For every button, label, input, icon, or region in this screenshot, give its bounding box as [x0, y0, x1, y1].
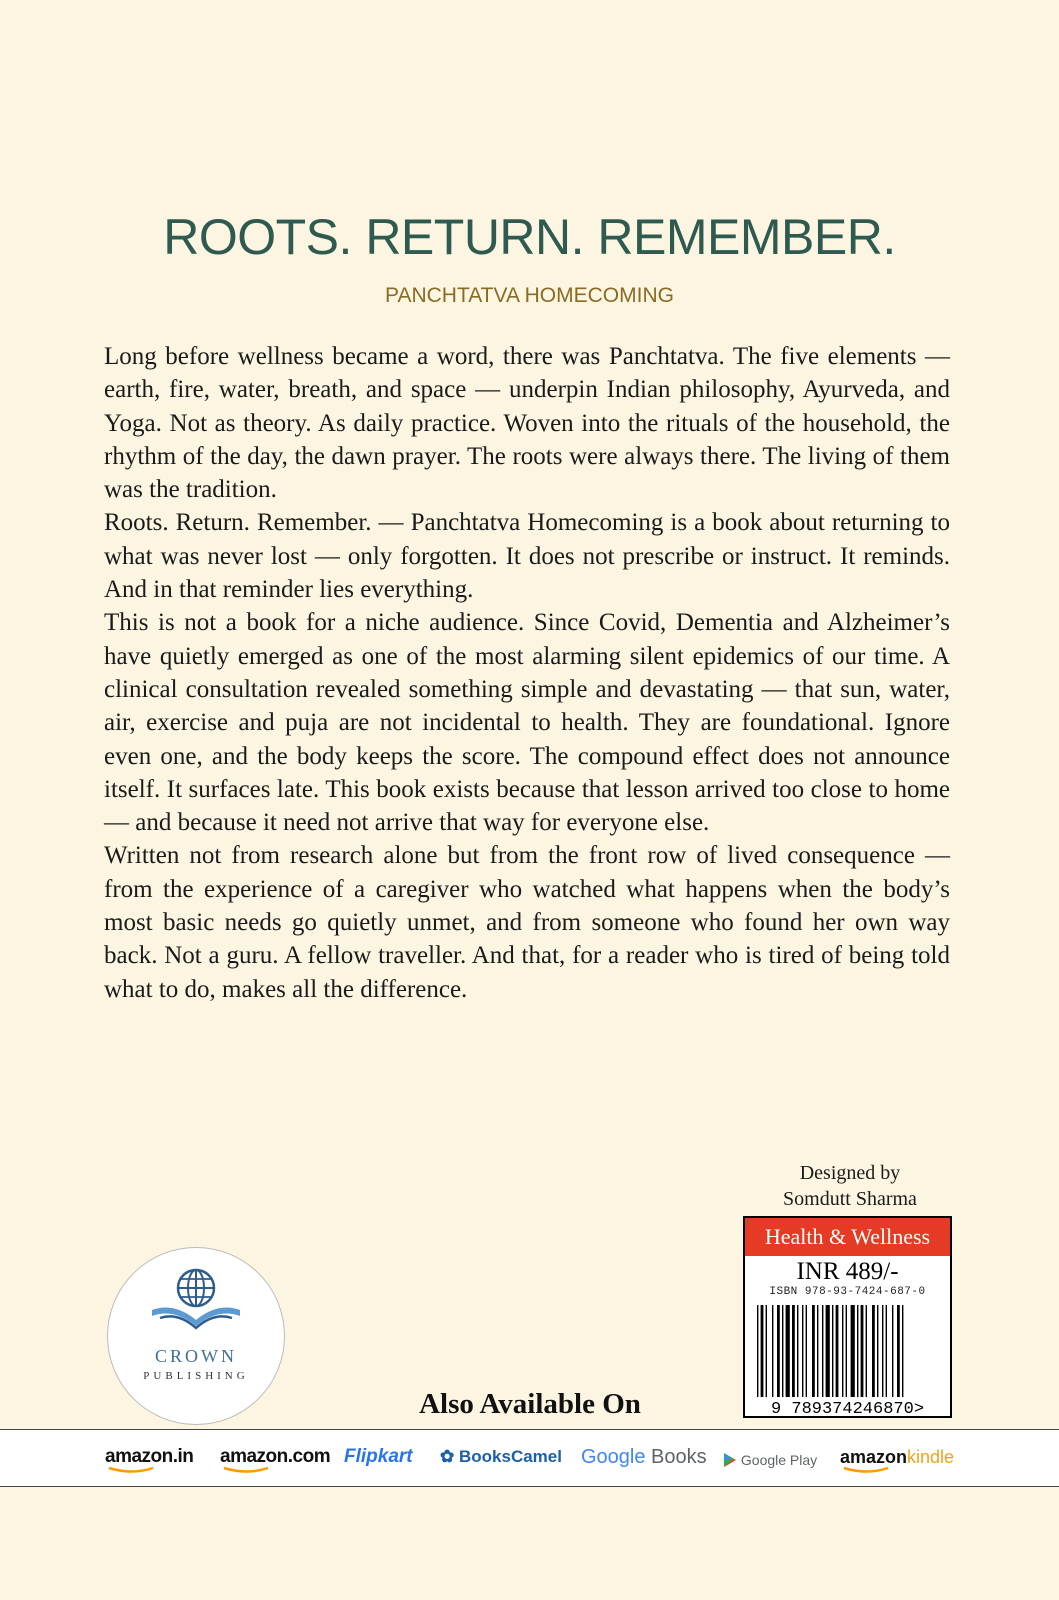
- ean-first-digit: 9: [770, 1400, 782, 1419]
- ean-left-group: 789374: [791, 1400, 853, 1419]
- globe-book-icon: [108, 1248, 284, 1348]
- blurb-paragraph: This is not a book for a niche audience. Since Covid, Dementia and Alzheimer’s have quietly emerged as one of the most alarming silent epidemics of our time. A clinical consultation revealed something simple and devastating — that sun, water, air, exercise and puja are not incidental to health. They are foundational. Ignore even one, and the body keeps the score. The compound effect does not announce itself. It surfaces late. This book exists because that lesson arrived too close to home — and because it need not arrive that way for everyone else.: [104, 609, 950, 837]
- isbn-text: ISBN 978-93-7424-687-0: [769, 1286, 926, 1298]
- publisher-name: CROWN: [155, 1346, 237, 1366]
- barcode-icon: [753, 1301, 943, 1401]
- bookscamel-logo: [440, 1444, 562, 1470]
- also-available-heading: Also Available On: [419, 1388, 641, 1420]
- designer-credit: [740, 1160, 960, 1212]
- amazon-in-text: amazon.in: [105, 1446, 194, 1467]
- amazon-in-logo: [105, 1444, 193, 1470]
- amazon-kindle-logo: [840, 1444, 954, 1470]
- blurb-paragraph: Roots. Return. Remember. — Panchtatva Homecoming is a book about returning to what was never lost — only forgotten. It does not prescribe or instruct. It reminds. And in that reminder lies everything.: [104, 509, 950, 604]
- amazon-smile-icon: [222, 1466, 272, 1474]
- kindle-text: kindle: [907, 1447, 955, 1467]
- ean-digits: [745, 1401, 950, 1419]
- designed-by-label: Designed by: [799, 1162, 901, 1184]
- publisher-logo: [107, 1247, 285, 1425]
- publisher-subname: PUBLISHING: [143, 1370, 249, 1382]
- bookscamel-icon: ✿: [440, 1447, 455, 1466]
- google-wordmark: Google: [581, 1446, 646, 1468]
- ean-arrow: >: [913, 1400, 925, 1419]
- store-logos-strip: [0, 1429, 1059, 1487]
- kindle-amazon-text: amazon: [840, 1447, 908, 1467]
- flipkart-logo: Flipkart: [344, 1446, 413, 1467]
- books-wordmark: Books: [645, 1446, 707, 1468]
- amazon-com-text: amazon.com: [220, 1446, 331, 1467]
- ean-right-group: 246870: [852, 1400, 914, 1419]
- genre-label: Health & Wellness: [745, 1218, 950, 1256]
- amazon-com-logo: [220, 1444, 330, 1470]
- designer-name: Somdutt Sharma: [783, 1188, 917, 1210]
- google-play-logo: [723, 1447, 817, 1473]
- google-play-text: Google Play: [740, 1452, 818, 1468]
- bookscamel-text: BooksCamel: [458, 1447, 562, 1466]
- blurb: [104, 340, 950, 1006]
- amazon-smile-icon: [842, 1466, 892, 1474]
- price-label: INR 489/-: [796, 1258, 899, 1285]
- blurb-paragraph: Written not from research alone but from the front row of lived consequence — from the experience of a caregiver who watched what happens when the body’s most basic needs go quietly unmet, and from someone who found her own way back. Not a guru. A fellow traveller. And that, for a reader who is tired of being told what to do, makes all the difference.: [104, 842, 950, 1003]
- blurb-paragraph: Long before wellness became a word, there was Panchtatva. The five elements — earth, fire, water, breath, and space — underpin Indian philosophy, Ayurveda, and Yoga. Not as theory. As daily practice. Woven into the rituals of the household, the rhythm of the day, the dawn prayer. The roots were always there. The living of them was the tradition.: [104, 343, 950, 504]
- cover-title: ROOTS. RETURN. REMEMBER.: [163, 209, 896, 265]
- cover-subtitle: PANCHTATVA HOMECOMING: [385, 284, 674, 307]
- price-barcode-box: [743, 1216, 952, 1418]
- google-books-logo: [581, 1444, 707, 1470]
- play-triangle-icon: [723, 1452, 737, 1468]
- amazon-smile-icon: [107, 1466, 157, 1474]
